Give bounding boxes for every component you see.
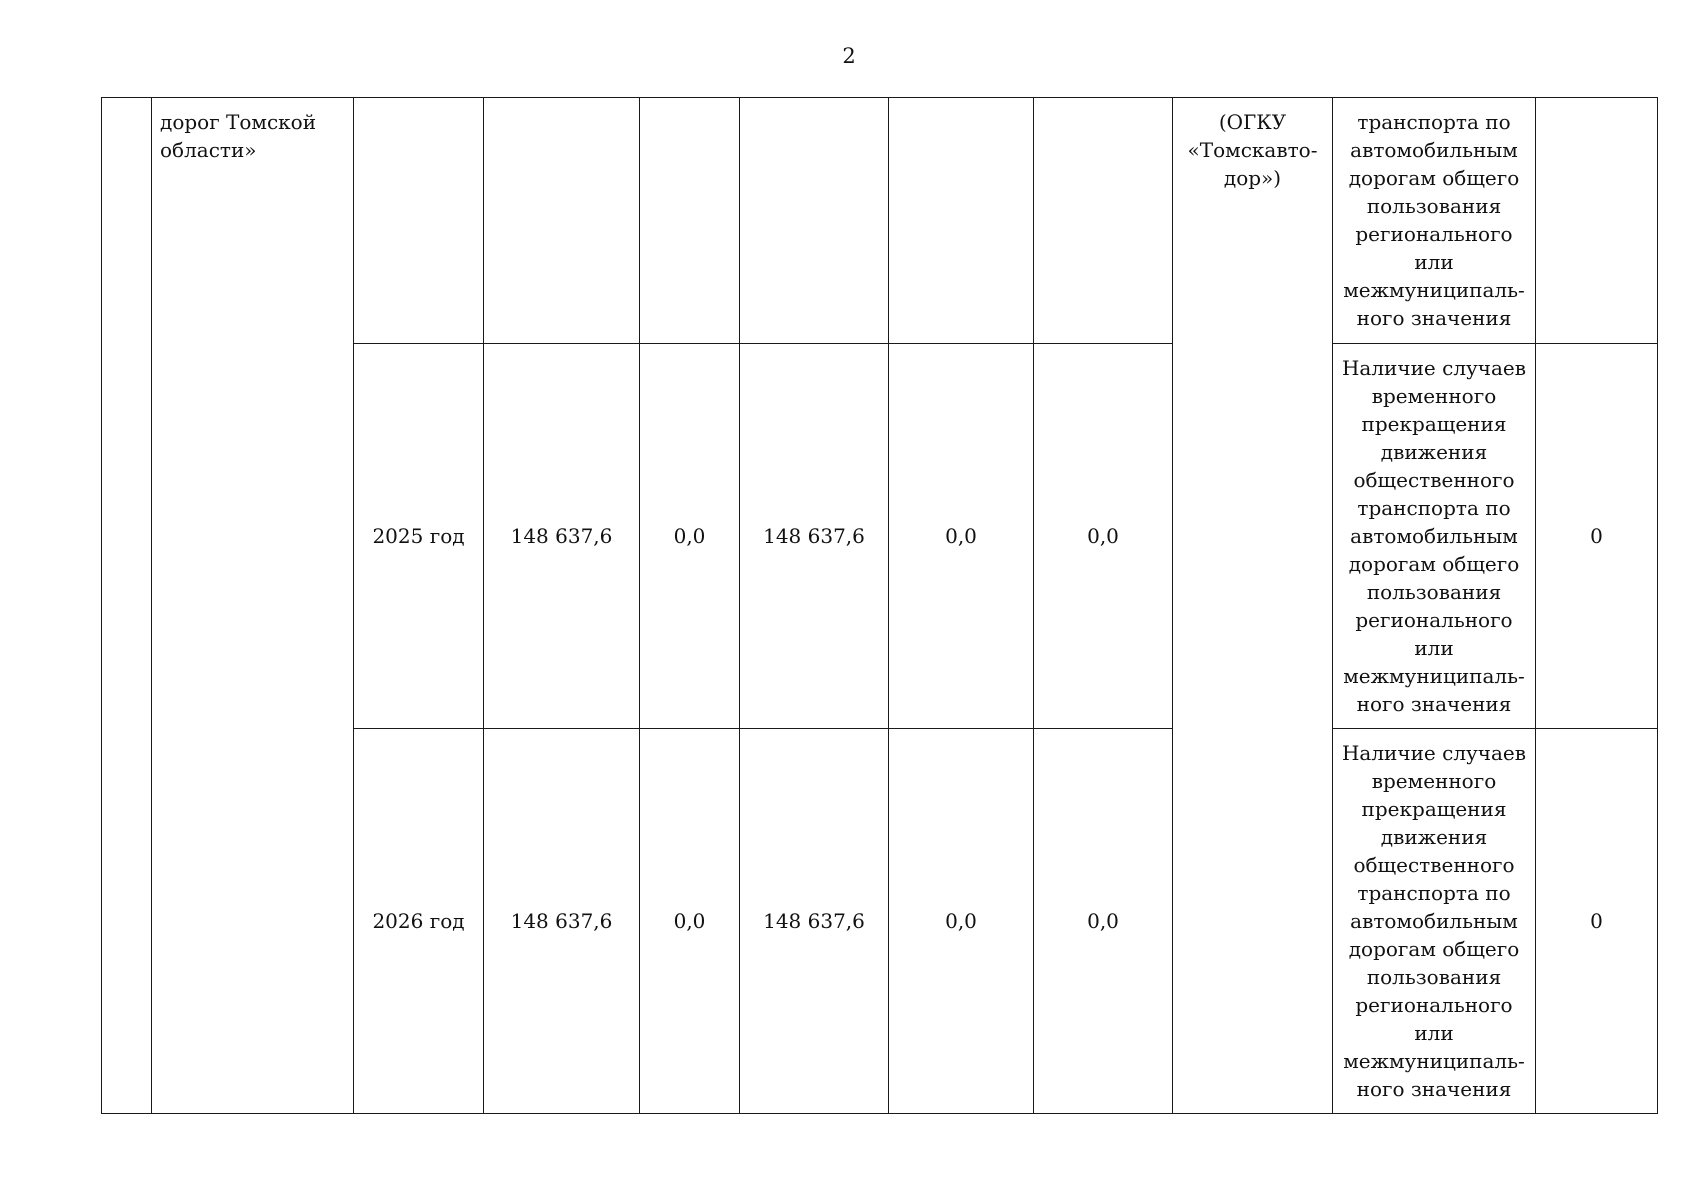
indicator-value-cell: 0 (1536, 729, 1658, 1114)
number-cell (102, 98, 152, 1114)
indicator-line: межмуниципаль- (1343, 1049, 1525, 1073)
indicator-line: транспорта по (1357, 110, 1511, 134)
indicator-line: автомобильным (1350, 909, 1518, 933)
indicator-line: или (1414, 1021, 1454, 1045)
event-name-line: дорог Томской (160, 110, 317, 134)
executor-line: «Томскавто- (1187, 138, 1318, 162)
indicator-line: Наличие случаев (1341, 741, 1527, 765)
federal-cell (640, 98, 740, 344)
event-name-cell (152, 98, 354, 1114)
indicator-cell (1333, 344, 1536, 729)
year-cell (354, 98, 484, 344)
executor-cell (1173, 98, 1333, 1114)
local-cell: 0,0 (889, 344, 1034, 729)
regional-cell (740, 98, 889, 344)
indicator-line: Наличие случаев (1341, 356, 1527, 380)
federal-cell: 0,0 (640, 344, 740, 729)
indicator-line: дорогам общего (1348, 166, 1520, 190)
indicator-line: прекращения (1361, 412, 1507, 436)
local-cell (889, 98, 1034, 344)
indicator-line: ного значения (1356, 1077, 1512, 1101)
indicator-line: временного (1371, 769, 1497, 793)
indicator-line: ного значения (1356, 692, 1512, 716)
year-cell: 2025 год (354, 344, 484, 729)
indicator-line: транспорта по (1357, 881, 1511, 905)
indicator-line: межмуниципаль- (1343, 278, 1525, 302)
indicator-line: пользования (1366, 965, 1502, 989)
indicator-line: прекращения (1361, 797, 1507, 821)
total-cell: 148 637,6 (484, 729, 640, 1114)
indicator-line: движения (1380, 825, 1488, 849)
indicator-line: временного (1371, 384, 1497, 408)
indicator-line: регионального (1355, 222, 1513, 246)
other-cell (1034, 98, 1173, 344)
indicator-line: или (1414, 250, 1454, 274)
indicator-line: регионального (1355, 608, 1513, 632)
indicator-line: регионального (1355, 993, 1513, 1017)
indicator-line: дорогам общего (1348, 937, 1520, 961)
indicator-line: транспорта по (1357, 496, 1511, 520)
indicator-line: дорогам общего (1348, 552, 1520, 576)
regional-cell: 148 637,6 (740, 729, 889, 1114)
regional-cell: 148 637,6 (740, 344, 889, 729)
total-cell: 148 637,6 (484, 344, 640, 729)
page-number: 2 (842, 44, 856, 68)
federal-cell: 0,0 (640, 729, 740, 1114)
event-name-line: области» (160, 138, 257, 162)
table-row (102, 98, 1658, 344)
indicator-line: общественного (1353, 468, 1515, 492)
local-cell: 0,0 (889, 729, 1034, 1114)
indicator-line: межмуниципаль- (1343, 664, 1525, 688)
indicator-line: или (1414, 636, 1454, 660)
total-cell (484, 98, 640, 344)
indicator-line: пользования (1366, 194, 1502, 218)
indicator-cell (1333, 729, 1536, 1114)
indicator-value-cell: 0 (1536, 344, 1658, 729)
indicator-line: пользования (1366, 580, 1502, 604)
executor-line: (ОГКУ (1218, 110, 1287, 134)
indicator-line: ного значения (1356, 306, 1512, 330)
other-cell: 0,0 (1034, 344, 1173, 729)
indicator-line: автомобильным (1350, 524, 1518, 548)
indicator-line: автомобильным (1350, 138, 1518, 162)
indicator-line: движения (1380, 440, 1488, 464)
program-table (101, 97, 1658, 1114)
other-cell: 0,0 (1034, 729, 1173, 1114)
indicator-value-cell (1536, 98, 1658, 344)
indicator-cell (1333, 98, 1536, 344)
year-cell: 2026 год (354, 729, 484, 1114)
indicator-line: общественного (1353, 853, 1515, 877)
executor-line: дор») (1223, 166, 1282, 190)
